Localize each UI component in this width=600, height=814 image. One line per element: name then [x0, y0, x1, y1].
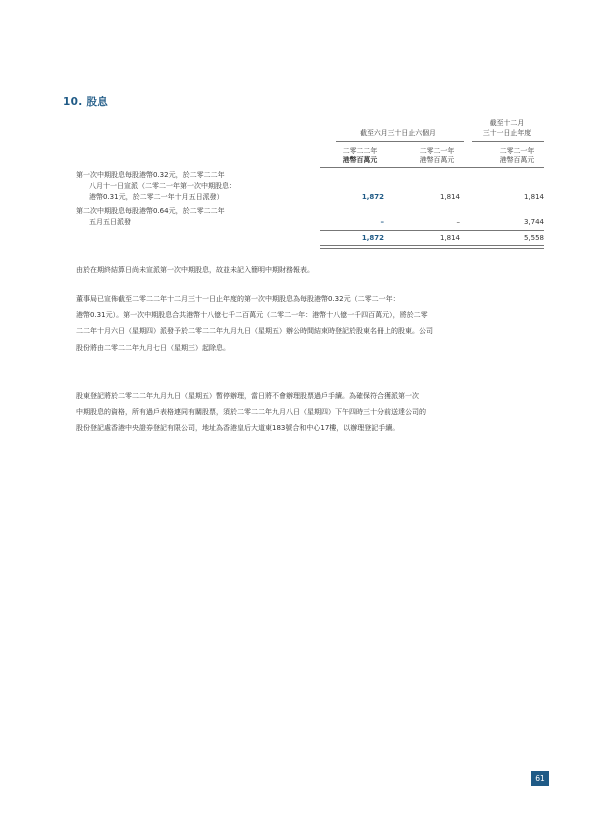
total-2022: 1,872 [361, 234, 384, 242]
row1-value-2021y: 1,814 [523, 193, 544, 201]
header-rule-six-months [336, 141, 464, 142]
header-rule-year [472, 141, 544, 142]
total-bottom-rule [320, 245, 544, 249]
paragraph-dividend: 董事局已宣佈截至二零二二年十二月三十一日止年度的第一次中期股息為每股港幣0.32元（二零二一年： 港幣0.31元）。第一次中期股息合共港幣十八億七千二百萬元（二零二一年：港幣十八億一千四百萬元），將於二零 二二年十月六日（星期四）派發予於二零二二年九月九日（星期五）辦公時間結束時登記於股東名冊上的股東。公司 股份將由二零二二年九月七日（星期三）起除息。 [76, 295, 433, 352]
row1-label-line1: 第一次中期股息每股港幣0.32元，於二零二二年 [76, 171, 225, 179]
total-top-rule [320, 230, 544, 231]
header-year-ended: 截至十二月 三十一日止年度 [482, 119, 532, 137]
col-2021h-unit: 港幣百萬元 [419, 156, 455, 164]
row2-value-2021h: – [456, 218, 460, 226]
col-2022-year: 二零二二年 [342, 147, 378, 155]
paragraph-note: 由於在期終結算日尚未宣派第一次中期股息，故並未記入簡明中期財務報表。 [76, 266, 314, 274]
col-2022-unit: 港幣百萬元 [342, 156, 378, 164]
subheader-rule [320, 167, 544, 168]
row1-label-line3: 港幣0.31元，於二零二一年十月五日派發） [89, 193, 224, 201]
section-heading [63, 94, 108, 109]
total-2021h: 1,814 [439, 234, 460, 242]
section-title: 股息 [86, 96, 109, 108]
row2-label-line1: 第二次中期股息每股港幣0.64元，於二零二二年 [76, 207, 225, 215]
section-number: 10. [63, 96, 83, 108]
row1-label-line2: 八月十一日宣派（二零二一年第一次中期股息： [89, 182, 236, 190]
col-2021y-year: 二零二一年 [499, 147, 535, 155]
row2-value-2021y: 3,744 [523, 218, 544, 226]
row2-value-2022: – [380, 218, 384, 226]
col-2021h-year: 二零二一年 [419, 147, 455, 155]
page-number: 61 [531, 771, 549, 786]
row1-value-2022: 1,872 [361, 193, 384, 201]
total-2021y: 5,558 [523, 234, 544, 242]
header-six-months: 截至六月三十日止六個月 [360, 129, 436, 137]
paragraph-registration: 股東登記將於二零二二年九月九日（星期五）暫停辦理，當日將不會辦理股票過戶手續。為確保符合獲派第一次 中期股息的資格，所有過戶表格連同有關股票，須於二零二二年九月八日（星期四）下午四時三十分前送達公司的 股份登記處香港中央證券登記有限公司，地址為香港皇后大道東183號合和中心17樓，以辦理登記手續。 [76, 392, 426, 433]
row2-label-line2: 五月五日派發 [89, 218, 131, 226]
col-2021y-unit: 港幣百萬元 [499, 156, 535, 164]
row1-value-2021h: 1,814 [439, 193, 460, 201]
